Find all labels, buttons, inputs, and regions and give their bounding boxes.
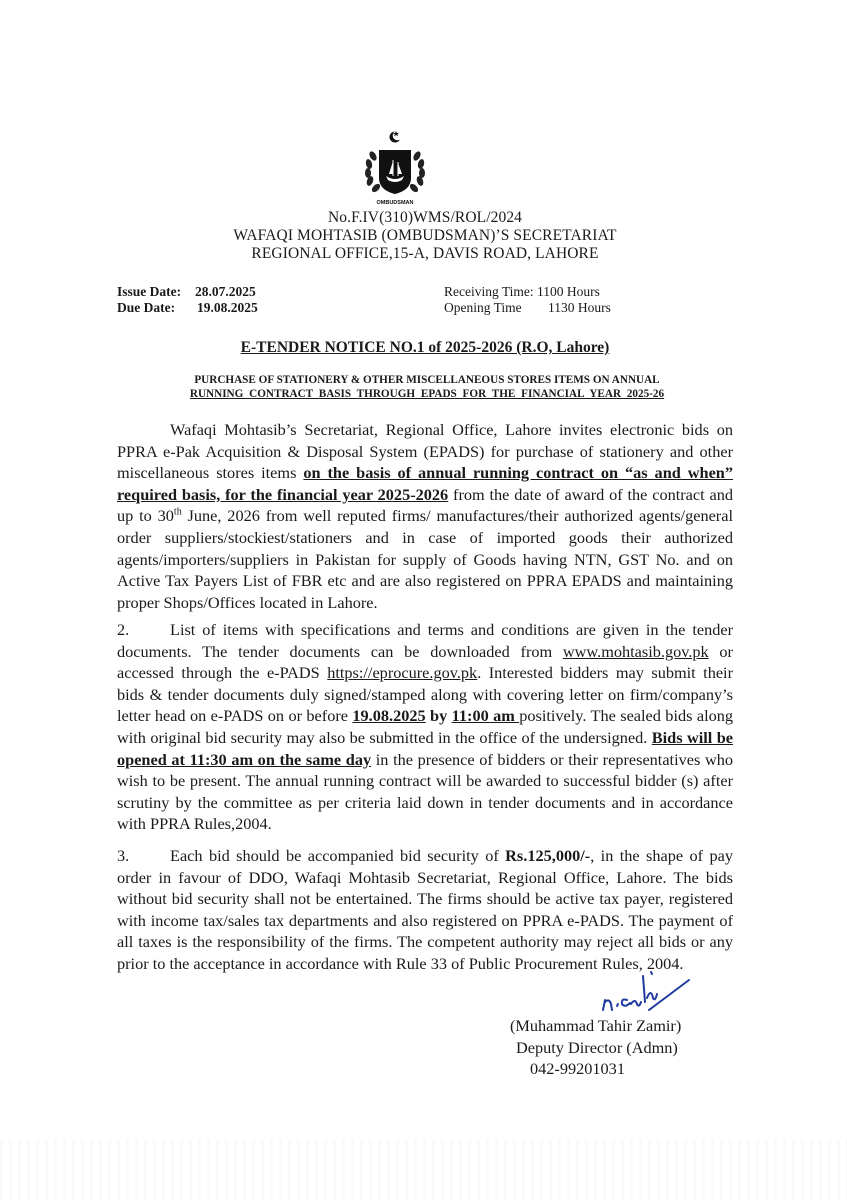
due-date-label: Due Date:: [117, 300, 176, 315]
notice-subject: [117, 373, 737, 401]
signatory-phone: 042-99201031: [530, 1059, 625, 1078]
p3-text-b: , in the shape of pay order in favour of DDO, Wafaqi Mohtasib Secretariat, Regional Office, Lahore. The bids without bid security shall not be entertained. The firms should be active tax payer, registered with income tax/sales tax departments and also registered on PPRA e-PADS. The payment of all taxes is the responsibility of the firms. The competent authority may reject all bids or any prior to the acceptance in accordance with Rule 33 of Public Procurement Rules, 2004.: [117, 846, 733, 973]
mohtasib-website-link[interactable]: www.mohtasib.gov.pk: [562, 641, 709, 661]
p2-number: 2.: [117, 620, 130, 639]
opening-time-row: [444, 300, 611, 316]
p2-text-e: in the presence of bidders or their representatives who wish to be present. The annual running contract will be awarded to successful bidder (s) after scrutiny by the committee as per criteria laid down in tender documents and in accordance with PPRA Rules,2004.: [117, 749, 733, 834]
eprocure-website-link[interactable]: https://eprocure.gov.pk: [327, 663, 478, 683]
p2-text-a: List of items with specifications and terms and conditions are given in the tender documents. The tender documents can be downloaded from: [117, 620, 733, 661]
p2-opening-note: Bids will be opened at 11:30 am on the same day: [117, 727, 733, 769]
paragraph-3: [117, 845, 733, 975]
letterhead: [117, 209, 733, 263]
notice-title-text: E-TENDER NOTICE NO.1 of 2025-2026 (R.O, Lahore): [240, 339, 610, 356]
due-date-row: [117, 300, 258, 316]
notice-title: [117, 339, 733, 357]
p3-text-a: Each bid should be accompanied bid security of: [170, 846, 506, 865]
p2-deadline-time: 11:00 am: [451, 706, 520, 726]
signatory-designation: Deputy Director (Admn): [516, 1037, 678, 1057]
ombudsman-emblem-icon: [355, 128, 435, 206]
times-block: [444, 284, 611, 316]
p2-text-d: positively. The sealed bids along with original bid security may also be submitted in the office of the undersigned.: [117, 706, 734, 747]
organization-name: WAFAQI MOHTASIB (OMBUDSMAN)’S SECRETARIAT: [233, 227, 617, 244]
p2-text-b: or accessed through the e-PADS: [117, 641, 733, 683]
receiving-time-row: [444, 284, 611, 300]
issue-date-row: [117, 284, 258, 300]
p2-text-c: . Interested bidders may submit their bids & tender documents duly signed/stamped along with covering letter on firm/company’s letter head on e-PADS on or before: [117, 663, 734, 726]
p1-text-c: June, 2026 from well reputed firms/ manufactures/their authorized agents/general order suppliers/stockiest/stationers and in case of imported goods their authorized agents/importers/suppliers in Pakistan for supply of Goods having NTN, GST No. and on Active Tax Payers List of FBR etc and are also registered on PPRA EPADS and maintaining proper Shops/Offices located in Lahore.: [117, 506, 733, 612]
p1-contract-basis: on the basis of annual running contract on “as and when” required basis, for the financial year 2025-2026: [117, 463, 733, 504]
due-date-value: 19.08.2025: [197, 300, 258, 315]
paragraph-1: [117, 419, 733, 613]
reference-number: No.F.IV(310)WMS/ROL/2024: [327, 209, 523, 226]
subject-line-1: PURCHASE OF STATIONERY & OTHER MISCELLANEOUS STORES ITEMS ON ANNUAL: [194, 374, 660, 386]
p1-superscript: th: [173, 506, 182, 518]
subject-line-2: RUNNING CONTRACT BASIS THROUGH EPADS FOR THE FINANCIAL YEAR 2025-26: [189, 388, 665, 400]
receiving-time-label: Receiving Time:: [444, 284, 534, 299]
p2-by: by: [425, 706, 452, 726]
issue-date-label: Issue Date:: [117, 284, 182, 299]
p2-deadline-date: 19.08.2025: [352, 706, 426, 726]
p1-text-b: from the date of award of the contract and up to 30: [117, 484, 733, 526]
issue-date-value: 28.07.2025: [195, 284, 256, 299]
opening-time-value: 1130 Hours: [548, 300, 611, 315]
paragraph-2: [117, 619, 733, 835]
p3-bid-security-amount: Rs.125,000/-: [505, 846, 591, 865]
handwritten-signature-icon: [585, 958, 695, 1018]
p1-text-a: Wafaqi Mohtasib’s Secretariat, Regional Office, Lahore invites electronic bids on PPRA e-Pak Acquisition & Disposal System (EPADS) for purchase of stationery and other miscellaneous stores items: [117, 420, 733, 483]
opening-time-label: Opening Time: [444, 300, 522, 315]
p3-number: 3.: [117, 846, 130, 865]
signatory-name: (Muhammad Tahir Zamir): [510, 1016, 682, 1035]
dates-block: [117, 284, 258, 316]
receiving-time-value: 1100 Hours: [537, 284, 600, 299]
scan-artifact: [0, 1140, 847, 1200]
office-address: REGIONAL OFFICE,15-A, DAVIS ROAD, LAHORE: [251, 245, 599, 262]
signatory-block: [510, 1015, 710, 1080]
svg-text:OMBUDSMAN: OMBUDSMAN: [376, 200, 414, 206]
